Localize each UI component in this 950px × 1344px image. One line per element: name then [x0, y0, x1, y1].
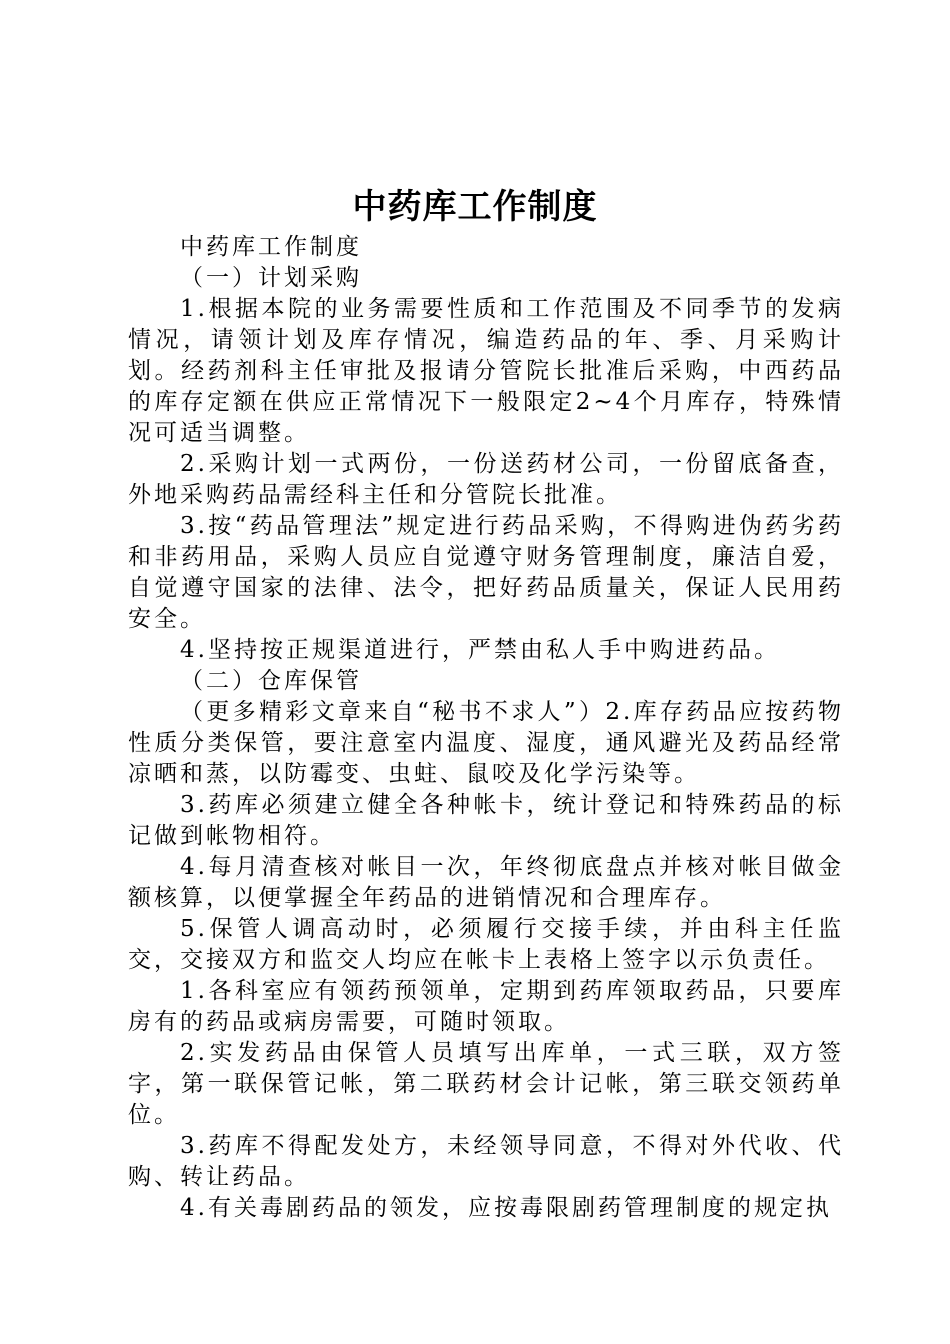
paragraph: 2.实发药品由保管人员填写出库单，一式三联，双方签字，第一联保管记帐，第二联药材会计记帐，第三联交领药单位。 [128, 1040, 844, 1128]
paragraph: 3.药库不得配发处方，未经领导同意，不得对外代收、代购、转让药品。 [128, 1133, 844, 1190]
document-title: 中药库工作制度 [352, 187, 598, 227]
paragraph: 3.药库必须建立健全各种帐卡，统计登记和特殊药品的标记做到帐物相符。 [128, 792, 844, 849]
section-heading-planning: （一）计划采购 [180, 265, 362, 291]
document-body [128, 232, 844, 1224]
paragraph: 4.坚持按正规渠道进行，严禁由私人手中购进药品。 [180, 637, 780, 663]
paragraph: 5.保管人调高动时，必须履行交接手续，并由科主任监交，交接双方和监交人均应在帐卡上表格上签字以示负责任。 [128, 916, 844, 973]
paragraph: 3.按“药品管理法”规定进行药品采购，不得购进伪药劣药和非药用品，采购人员应自觉遵守财务管理制度，廉洁自爱，自觉遵守国家的法律、法令，把好药品质量关，保证人民用药安全。 [128, 513, 844, 632]
paragraph: 4.有关毒剧药品的领发，应按毒限剧药管理制度的规定执 [180, 1195, 832, 1221]
paragraph: 2.采购计划一式两份，一份送药材公司，一份留底备查，外地采购药品需经科主任和分管院长批准。 [128, 451, 844, 508]
section-heading-storage: （二）仓库保管 [180, 668, 362, 694]
paragraph: （更多精彩文章来自“秘书不求人”）2.库存药品应按药物性质分类保管，要注意室内温度、湿度，通风避光及药品经常凉晒和蒸，以防霉变、虫蛀、鼠咬及化学污染等。 [128, 699, 844, 787]
paragraph: 1.各科室应有领药预领单，定期到药库领取药品，只要库房有的药品或病房需要，可随时领取。 [128, 978, 844, 1035]
paragraph: 1.根据本院的业务需要性质和工作范围及不同季节的发病情况，请领计划及库存情况，编造药品的年、季、月采购计划。经药剂科主任审批及报请分管院长批准后采购，中西药品的库存定额在供应正常情况下一般限定2~4个月库存，特殊情况可适当调整。 [128, 296, 844, 446]
paragraph: 4.每月清查核对帐目一次，年终彻底盘点并核对帐目做金额核算，以便掌握全年药品的进销情况和合理库存。 [128, 854, 844, 911]
paragraph-heading: 中药库工作制度 [180, 234, 362, 260]
